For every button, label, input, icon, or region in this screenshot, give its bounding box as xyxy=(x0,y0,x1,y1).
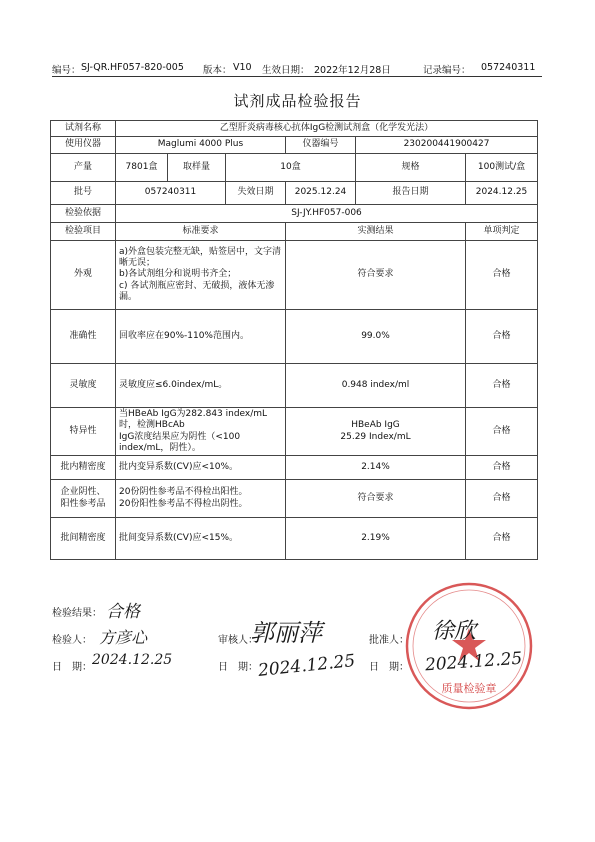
doc-number-label: 编号： xyxy=(52,65,81,76)
expiry: 2025.12.24 xyxy=(286,182,356,205)
standard-line: 20份阴性参考品不得检出阳性。 xyxy=(119,487,248,498)
reagent-name-row xyxy=(51,121,538,137)
output-label: 产量 xyxy=(51,154,116,182)
item-accuracy: 准确性 xyxy=(51,310,116,364)
item-inter-precision: 批间精密度 xyxy=(51,518,116,560)
reagent-name: 乙型肝炎病毒核心抗体IgG检测试剂盒（化学发光法） xyxy=(116,121,538,137)
batch-label: 批号 xyxy=(51,182,116,205)
column-header-row xyxy=(51,223,538,241)
item-line: 企业阴性、 xyxy=(60,487,106,498)
result-reference-panel: 符合要求 xyxy=(286,480,466,518)
document-header xyxy=(52,62,542,76)
version-label: 版本： xyxy=(203,65,232,76)
report-date-label: 报告日期 xyxy=(356,182,466,205)
inspector-signature: 方彦心 xyxy=(99,628,148,647)
version: V10 xyxy=(233,62,252,73)
standard-line: 当HBeAb IgG为282.843 index/mL时，检测HBcAb xyxy=(119,409,268,431)
row-inter-precision xyxy=(51,518,538,560)
judgement-specificity: 合格 xyxy=(466,408,538,456)
reviewer-date: 2024.12.25 xyxy=(257,650,357,682)
reagent-name-label: 试剂名称 xyxy=(51,121,116,137)
result-appearance: 符合要求 xyxy=(286,241,466,310)
spec-label: 规格 xyxy=(356,154,466,182)
report-date: 2024.12.25 xyxy=(466,182,538,205)
result-sensitivity: 0.948 index/ml xyxy=(286,364,466,408)
standard-accuracy: 回收率应在90%-110%范围内。 xyxy=(116,310,286,364)
judgement-accuracy: 合格 xyxy=(466,310,538,364)
basis: SJ-JY.HF057-006 xyxy=(116,205,538,223)
standard-specificity xyxy=(116,408,286,456)
standard-line: 20份阳性参考品不得检出阴性。 xyxy=(119,498,248,509)
result-inter-precision: 2.19% xyxy=(286,518,466,560)
output: 7801盒 xyxy=(116,154,168,182)
record-number-label: 记录编号： xyxy=(423,65,471,76)
row-sensitivity xyxy=(51,364,538,408)
judgement-sensitivity: 合格 xyxy=(466,364,538,408)
instrument-row xyxy=(51,137,538,154)
approver-date-label: 日 期： xyxy=(369,662,409,673)
instrument-label: 使用仪器 xyxy=(51,137,116,154)
sample-qty-label: 取样量 xyxy=(168,154,226,182)
header-divider xyxy=(52,76,542,77)
standard-appearance xyxy=(116,241,286,310)
inspector-label: 检验人： xyxy=(52,635,92,646)
approver-label: 批准人： xyxy=(369,635,409,646)
item-intra-precision: 批内精密度 xyxy=(51,456,116,480)
doc-number: SJ-QR.HF057-820-005 xyxy=(81,62,184,73)
col-result: 实测结果 xyxy=(286,223,466,241)
judgement-intra-precision: 合格 xyxy=(466,456,538,480)
standard-line: c) 各试剂瓶应密封、无破损，液体无渗漏。 xyxy=(119,280,275,302)
approver-signature: 徐欣 xyxy=(432,619,477,644)
standard-line: a)外盒包装完整无缺，贴签居中，文字清晰无误； xyxy=(119,246,282,269)
record-number: 057240311 xyxy=(481,62,536,73)
row-reference-panel xyxy=(51,480,538,518)
item-sensitivity: 灵敏度 xyxy=(51,364,116,408)
result-specificity xyxy=(286,408,466,456)
standard-sensitivity: 灵敏度应≤6.0index/mL。 xyxy=(116,364,286,408)
reviewer-signature: 郭丽萍 xyxy=(250,619,322,647)
standard-inter-precision: 批间变异系数(CV)应<15%。 xyxy=(116,518,286,560)
instrument-no: 230200441900427 xyxy=(356,137,538,154)
conclusion-label: 检验结果： xyxy=(52,608,102,619)
basis-row xyxy=(51,205,538,223)
judgement-appearance: 合格 xyxy=(466,241,538,310)
standard-intra-precision: 批内变异系数(CV)应<10%。 xyxy=(116,456,286,480)
sample-qty: 10盒 xyxy=(226,154,356,182)
row-intra-precision xyxy=(51,456,538,480)
inspector-date-label: 日 期： xyxy=(52,662,92,673)
effective-date-label: 生效日期： xyxy=(262,65,310,76)
inspector-date: 2024.12.25 xyxy=(92,652,173,668)
judgement-inter-precision: 合格 xyxy=(466,518,538,560)
conclusion-handwriting: 合格 xyxy=(106,602,140,622)
result-intra-precision: 2.14% xyxy=(286,456,466,480)
result-line: HBeAb IgG xyxy=(351,420,400,431)
reviewer-label: 审核人： xyxy=(218,635,258,646)
approver-date: 2024.12.25 xyxy=(424,648,523,676)
row-appearance xyxy=(51,241,538,310)
instrument-no-label: 仪器编号 xyxy=(286,137,356,154)
batch-row xyxy=(51,182,538,205)
standard-line: b)各试剂组分和说明书齐全； xyxy=(119,269,237,280)
standard-reference-panel xyxy=(116,480,286,518)
basis-label: 检验依据 xyxy=(51,205,116,223)
col-standard: 标准要求 xyxy=(116,223,286,241)
result-accuracy: 99.0% xyxy=(286,310,466,364)
report-table xyxy=(50,120,538,560)
result-line: 25.29 Index/mL xyxy=(340,431,411,442)
judgement-reference-panel: 合格 xyxy=(466,480,538,518)
stamp-label: 质量检验章 xyxy=(441,682,497,695)
col-item: 检验项目 xyxy=(51,223,116,241)
instrument: Maglumi 4000 Plus xyxy=(116,137,286,154)
item-appearance: 外观 xyxy=(51,241,116,310)
row-accuracy xyxy=(51,310,538,364)
item-reference-panel xyxy=(51,480,116,518)
batch: 057240311 xyxy=(116,182,226,205)
report-title: 试剂成品检验报告 xyxy=(233,92,362,110)
item-specificity: 特异性 xyxy=(51,408,116,456)
standard-line: IgG浓度结果应为阴性（<100 index/mL，阴性）。 xyxy=(119,431,241,453)
item-line: 阳性参考品 xyxy=(60,498,106,509)
quantity-row xyxy=(51,154,538,182)
spec: 100测试/盒 xyxy=(466,154,538,182)
effective-date: 2022年12月28日 xyxy=(314,65,391,76)
expiry-label: 失效日期 xyxy=(226,182,286,205)
reviewer-date-label: 日 期： xyxy=(218,662,258,673)
col-judgement: 单项判定 xyxy=(466,223,538,241)
quality-inspection-stamp xyxy=(403,580,535,712)
row-specificity xyxy=(51,408,538,456)
